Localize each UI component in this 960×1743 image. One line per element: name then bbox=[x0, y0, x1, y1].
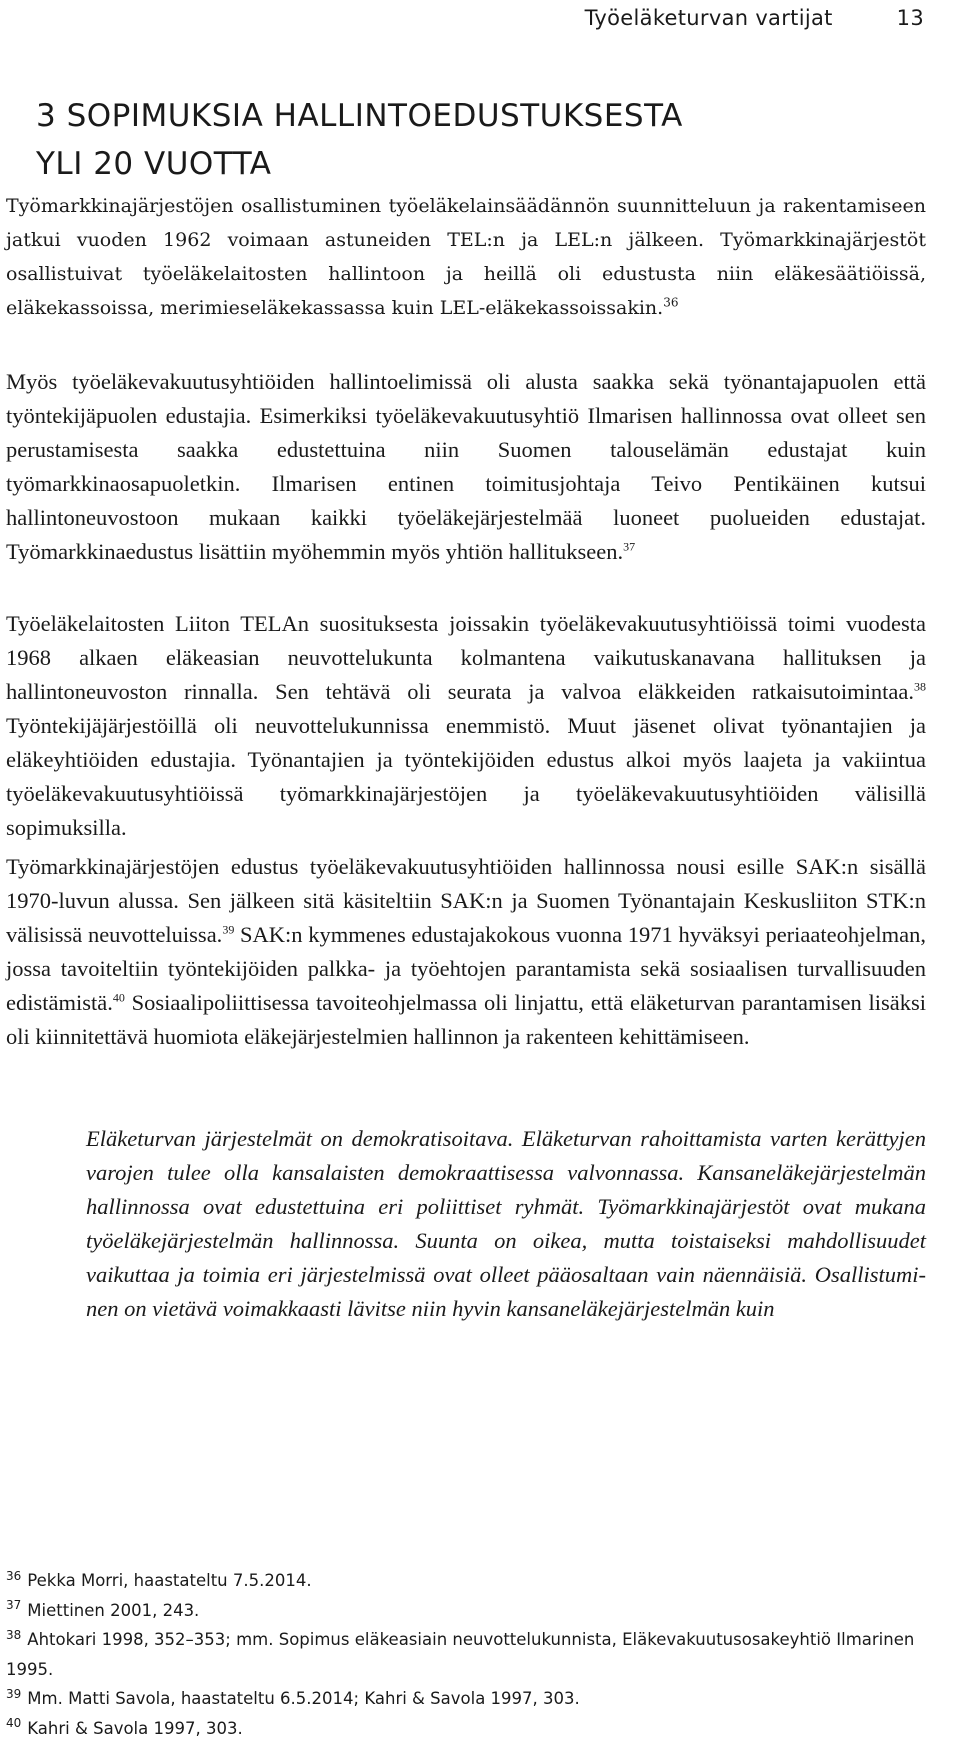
paragraph-3 bbox=[6, 607, 926, 845]
chapter-title bbox=[36, 92, 926, 188]
paragraph-4-body-b: SAK:n kymmenes edustajakokous vuonna 1971 hyväksyi periaateohjelman, jossa tavoiteltiin työntekijöiden palkka- ja työehtojen parantamista sekä sosiaalisen turvallisuuden edistämistä. bbox=[6, 922, 926, 1015]
chapter-title-line-2: YLI 20 VUOTTA bbox=[36, 140, 926, 188]
paragraph-3-body-b: Työntekijäjärjestöillä oli neuvottelukunnissa enemmistö. Muut jäsenet olivat työnantajien ja eläkeyhtiöiden edustajia. Työnantajien ja työntekijöiden edustus alkoi myös laajeta ja vakiintua työeläkevakuutusyhtiöissä työmarkkinajärjestöjen ja työeläkevakuutusyhtiöiden välisillä sopimuksilla. bbox=[6, 713, 926, 840]
footnote-text: Ahtokari 1998, 352–353; mm. Sopimus eläkeasiain neuvottelukunnista, Eläkevakuutusosakeyhtiö Ilmarinen 1995. bbox=[6, 1630, 914, 1679]
paragraph-4-text bbox=[6, 850, 926, 1054]
running-title: Työeläketurvan vartijat bbox=[585, 6, 833, 30]
chapter-title-line-1: 3 SOPIMUKSIA HALLINTOEDUSTUKSESTA bbox=[36, 92, 926, 140]
footnote-text: Kahri & Savola 1997, 303. bbox=[27, 1719, 242, 1738]
footnote-number: 38 bbox=[6, 1628, 21, 1642]
footnote-number: 39 bbox=[6, 1687, 21, 1701]
running-header bbox=[0, 6, 924, 30]
paragraph-3-body-a: Työeläkelaitosten Liiton TELAn suosituksesta joissakin työeläkevakuutusyhtiöissä toimi vuodesta 1968 alkaen eläkeasian neuvottelukunta kolmantena vaikutuskanavana hallituksen ja hallintoneuvoston rinnalla. Sen tehtävä oli seurata ja valvoa eläkkeiden ratkaisutoimintaa. bbox=[6, 611, 926, 704]
footnote-ref-40: 40 bbox=[113, 991, 125, 1005]
block-quote bbox=[86, 1122, 926, 1326]
footnote-40 bbox=[6, 1714, 926, 1743]
paragraph-4 bbox=[6, 850, 926, 1054]
paragraph-1-text bbox=[6, 189, 926, 325]
paragraph-1 bbox=[6, 189, 926, 325]
footnote-36 bbox=[6, 1566, 926, 1596]
footnote-38 bbox=[6, 1625, 926, 1684]
paragraph-4-body-c: Sosiaalipoliittisessa tavoiteohjelmassa oli linjattu, että eläketurvan parantamisen lisäksi oli kiinnitettävä huomiota eläkejärjestelmien hallinnon ja rakenteen kehittämiseen. bbox=[6, 990, 926, 1049]
paragraph-2-text bbox=[6, 365, 926, 569]
block-quote-text: Eläketurvan järjestelmät on demokratisoitava. Eläketurvan rahoittamista varten kerättyjen varojen tulee olla kansalaisten demokraattisessa valvonnassa. Kansaneläkejärjestelmän hallinnossa ovat edustettuina eri poliittiset ryhmät. Työmarkkinajärjestöt ovat mukana työeläkejärjestelmän hallinnossa. Suunta on oikea, mutta toistaiseksi mahdollisuudet vaikuttaa ja toimia eri järjestelmissä ovat olleet pääosaltaan vain näennäisiä. Osallistuminen on vietävä voimakkaasti lävitse niin hyvin kansaneläkejärjestelmän kuin bbox=[86, 1126, 926, 1321]
paragraph-2 bbox=[6, 365, 926, 569]
footnote-ref-36: 36 bbox=[663, 296, 678, 310]
footnote-ref-39: 39 bbox=[222, 923, 234, 937]
footnote-39 bbox=[6, 1684, 926, 1714]
footnote-text: Mm. Matti Savola, haastateltu 6.5.2014; Kahri & Savola 1997, 303. bbox=[27, 1689, 579, 1708]
footnote-number: 36 bbox=[6, 1569, 21, 1583]
footnote-37 bbox=[6, 1596, 926, 1626]
paragraph-2-body: Myös työeläkevakuutusyhtiöiden hallintoelimissä oli alusta saakka sekä työnantajapuolen että työntekijäpuolen edustajia. Esimerkiksi työeläkevakuutusyhtiö Ilmarisen hallinnossa ovat olleet sen perustamisesta saakka edustettuina niin Suomen talouselämän edustajat kuin työmarkkinaosapuoletkin. Ilmarisen entinen toimitusjohtaja Teivo Pentikäinen kutsui hallintoneuvostoon mukaan kaikki työeläkejärjestelmää luoneet puolueiden edustajat. Työmarkkinaedustus lisättiin myöhemmin myös yhtiön hallitukseen. bbox=[6, 369, 926, 564]
footnote-ref-37: 37 bbox=[623, 540, 635, 554]
paragraph-4-body-a: Työmarkkinajärjestöjen edustus työeläkevakuutusyhtiöiden hallinnossa nousi esille SAK:n sisällä 1970-luvun alussa. Sen jälkeen sitä käsiteltiin SAK:n ja Suomen Työnantajain Keskusliiton STK:n välisissä neuvotteluissa. bbox=[6, 854, 926, 947]
footnote-number: 37 bbox=[6, 1598, 21, 1612]
footnote-ref-38: 38 bbox=[914, 680, 926, 694]
paragraph-3-text bbox=[6, 607, 926, 845]
footnote-number: 40 bbox=[6, 1716, 21, 1730]
footnote-text: Miettinen 2001, 243. bbox=[27, 1601, 199, 1620]
paragraph-1-body: Työmarkkinajärjestöjen osallistuminen työeläkelainsäädännön suunnitteluun ja rakentamiseen jatkui vuoden 1962 voimaan astuneiden TEL:n ja LEL:n jälkeen. Työmarkkinajärjestöt osallistuivat työeläkelaitosten hallintoon ja heillä oli edustusta niin eläkesäätiöissä, eläkekassoissa, merimieseläkekassassa kuin LEL-eläkekassoissakin. bbox=[6, 195, 926, 319]
footnotes bbox=[6, 1566, 926, 1743]
footnote-text: Pekka Morri, haastateltu 7.5.2014. bbox=[27, 1571, 311, 1590]
page-number: 13 bbox=[897, 6, 924, 30]
